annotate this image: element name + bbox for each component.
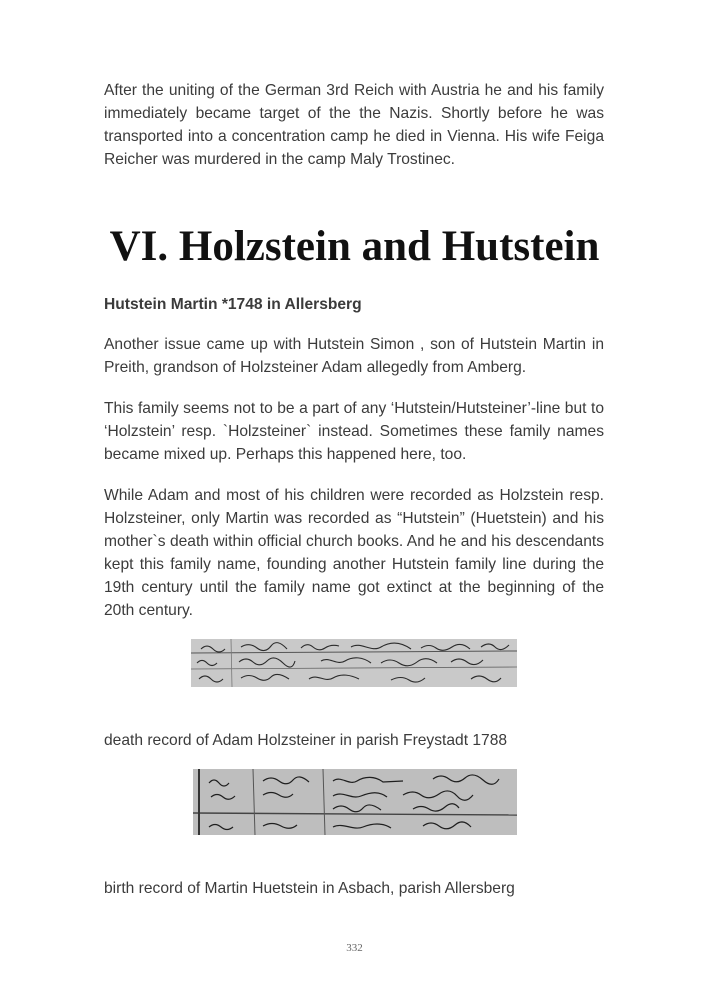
subheading: Hutstein Martin *1748 in Allersberg <box>104 296 362 313</box>
intro-paragraph: After the uniting of the German 3rd Reich with Austria he and his family immediately became target of the the Nazis. Shortly before he was transported into a concentration camp he died in Vienna. His wife Feiga Reicher was murdered in the camp Maly Trostinec. <box>104 82 604 168</box>
adam-paragraph: While Adam and most of his children were recorded as Holzstein resp. Holzsteiner, only Martin was recorded as “Hutstein” (Huetstein) and his mother`s death within official church books. And he and his descendants kept this family name, founding another Hutstein family line during the 19th century until the family name got extinct at the beginning of the 20th century. <box>104 487 604 619</box>
family-paragraph: This family seems not to be a part of any ‘Hutstein/Hutsteiner’-line but to ‘Holzstein’ resp. `Holzsteiner` instead. Sometimes these family names became mixed up. Perhaps this happened here, too. <box>104 400 604 463</box>
birth-record-image <box>193 769 517 835</box>
death-record-caption: death record of Adam Holzsteiner in parish Freystadt 1788 <box>104 732 508 749</box>
page-number: 332 <box>346 942 363 954</box>
death-record-image <box>191 639 517 687</box>
issue-paragraph: Another issue came up with Hutstein Simon , son of Hutstein Martin in Preith, grandson of Holzsteiner Adam allegedly from Amberg. <box>104 336 604 376</box>
section-heading: VI. Holzstein and Hutstein <box>109 223 600 270</box>
birth-record-caption: birth record of Martin Huetstein in Asbach, parish Allersberg <box>104 880 515 897</box>
